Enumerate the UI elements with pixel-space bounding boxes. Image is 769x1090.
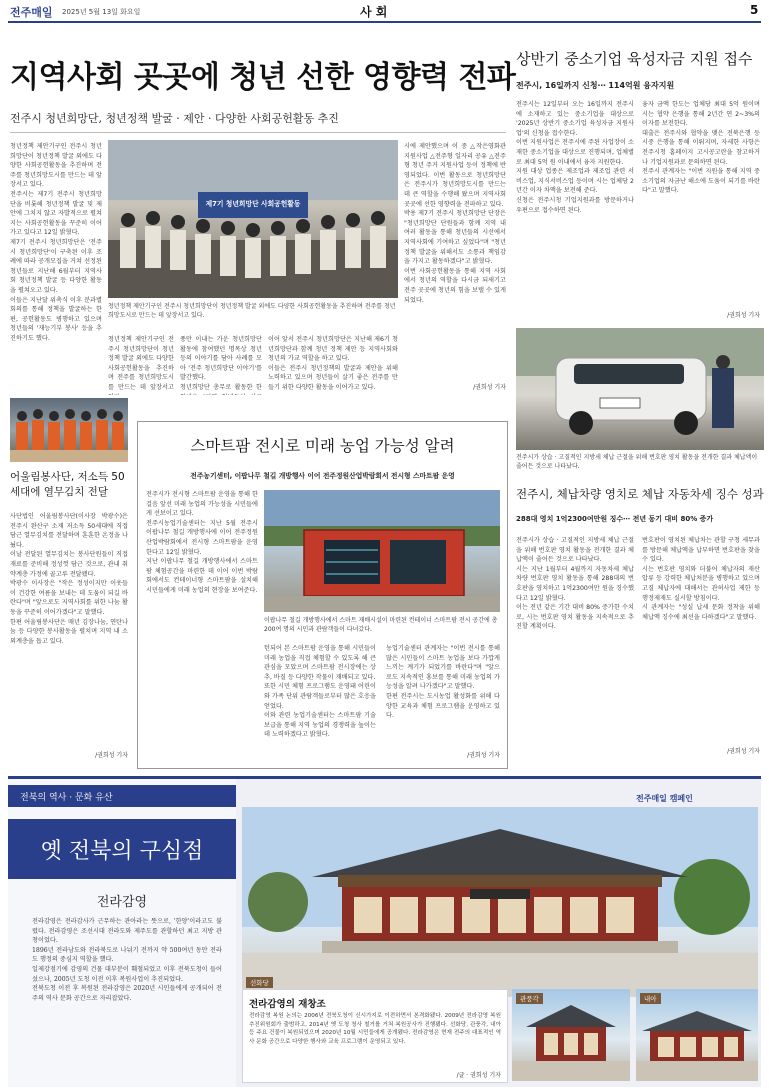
rebuild-body: 전라감영 복원 논의는 2006년 전북도청이 신시가지로 이전하면서 본격화됐다. 2009년 전라감영 복원추진위원회가 출범하고, 2014년 옛 도청 청사 철거를 거쳐 복원공사가 진행됐다. 선화당, 관풍각, 내아 등 주요 건물이 복원되었으며 2020년 10월 시민들에게 공개됐다. 전라감영은 현재 전주의 대표적인 역사 문화 공간으로 다양한 행사와 교육 프로그램이 운영되고 있다. [249, 1013, 501, 1045]
lead-byline: /권희성 기자 [473, 384, 506, 391]
smartfarm-col-2: 턴되어 본 스마트팜 운영을 통해 시민들이 미래 농업을 직접 체험할 수 있도록 해 큰 관심을 모았으며 스마트팜 전시장에는 상추, 바질 등 다양한 작물이 재배되고 있다. 또한 시민 체험 프로그램도 운영돼 어린이와 가족 단위 관람객들로부터 많은 호응을 얻었다. 이와 관련 농업기술센터는 스마트팜 기술 보급을 통해 지역 농업의 경쟁력을 높이는 데 노력하겠다고 밝혔다. [264, 645, 376, 739]
tax-col-2: 번호판이 영치된 체납차는 관할 구청 세무과를 방문해 체납액을 납부하면 번호판을 찾을 수 있다. 시는 번호판 영치와 더불어 체납자의 재산 압류 등 강력한 체납처분을 병행하고 있으며 고질 체납자에 대해서는 관허사업 제한 등 행정제재도 실시할 방침이다. 시 관계자는 "성실 납세 문화 정착을 위해 체납액 징수에 최선을 다하겠다"고 말했다. [642, 537, 760, 621]
campaign-title-band [8, 819, 236, 879]
smartfarm-photo [264, 490, 500, 612]
tax-headline: 전주시, 체납차량 영치로 체납 자동차세 징수 성과 [516, 487, 764, 501]
sme-headline: 상반기 중소기업 육성자금 지원 접수 [516, 50, 753, 68]
tax-col-1: 전주시가 상습 · 고질적인 지방세 체납 근절을 위해 번호판 영치 활동을 전개한 결과 체납액이 줄어든 것으로 나타났다. 시는 지난 1월부터 4월까지 자동차세 체납 차량 번호판 영치 활동을 통해 288대의 번호판을 영치하고 1억2300여만 원을 징수했다고 12일 밝혔다. 이는 전년 같은 기간 대비 80% 증가한 수치로, 시는 번호판 영치 활동을 지속적으로 추진할 계획이다. [516, 537, 634, 631]
lead-col-5: 이어 앞서 전주시 청년희망단은 지난해 제6기 청년희망단과 함께 청년 정책 제안 등 지역사회와 청년의 가교 역할을 하고 있다. 이들은 전주시 청년정책의 발굴과 제안을 위해 노력하고 있으며 청년들이 살기 좋은 전주를 만들기 위한 다양한 활동을 이어가고 있다. [268, 336, 398, 391]
car-photo [516, 328, 764, 450]
volunteer-byline: /권희성 기자 [95, 752, 128, 759]
campaign-badge: 전주매일 캠페인 [636, 794, 693, 803]
issue-date: 2025년 5월 13일 화요일 [62, 8, 141, 16]
campaign-subtitle: 전라감영 [96, 895, 148, 910]
page-number: 5 [750, 3, 759, 17]
car-photo-caption: 전주시가 상습 · 고질적인 지방세 체납 근절을 위해 번호판 영치 활동을 전개한 결과 체납액이 줄어든 것으로 나타났다. [516, 454, 758, 470]
lead-photo-caption: 청년정책 제안기구인 전주시 청년희망단이 청년정책 발굴 외에도 다양한 사회공헌활동을 추진하며 전주를 청년희망도시로 만드는 데 앞장서고 있다. [108, 303, 396, 319]
campaign-section [8, 776, 761, 1087]
hanok-illustration [242, 807, 758, 997]
sme-byline: /권희성 기자 [727, 312, 760, 319]
container-farm-illustration [264, 490, 500, 612]
lead-photo [108, 140, 398, 298]
lead-col-1: 청년정책 제안기구인 전주시 청년희망단이 청년정책 발굴 외에도 다양한 사회공헌활동을 추진하며 전주를 청년희망도시를 만드는 데 앞장서고 있다. 전주시는 제7기 전주시 청년희망단을 비롯해 청년정책 발굴 및 제안에 그치지 않고 자발적으로 펼쳐지는 사회공헌활동을 꾸준히 이어가고 있다고 12일 밝혔다. 제7기 전주시 청년희망단은 '전주시 청년희망단'이 구축된 이후 조례에 따라 공개모집을 거쳐 선정된 청년들로 지난해 6월부터 지역사회 청년정책 발굴 등 다양한 활동을 펼쳐오고 있다. 이들은 지난달 위촉식 이후 분과별 회의를 통해 정책을 발굴하는 한편, 공헌활동도 병행하고 있으며 청년들의 '재능기부 봉사' 등을 추진하기도 했다. [10, 143, 102, 342]
car-illustration [516, 328, 764, 450]
campaign-title: 옛 전북의 구심점 [40, 839, 204, 864]
campaign-main-photo [242, 807, 758, 997]
smartfarm-box [137, 421, 508, 769]
thumb-gwanpunggak-label: 관풍각 [516, 993, 543, 1004]
tax-subhead: 288대 영치 1억2300여만원 징수⋯ 전년 동기 대비 80% 증가 [516, 515, 714, 523]
header-rule [8, 21, 761, 23]
lead-subhead: 전주시 청년희망단, 청년정책 발굴 · 제안 · 다양한 사회공헌활동 추진 [10, 112, 339, 125]
masthead-logo: 전주매일 [10, 6, 53, 19]
lead-col-3: 시에 제안했으며 이 중 △작은영화관 지원사업 △전주형 일자리 공유 △전주형 청년 주거 지원사업 등이 정책에 반영되었다. 이번 활동으로 청년희망단은 전주시가 청년희망도시를 만드는 데 큰 역할을 수행해 왔으며 지역사회 곳곳에 선한 영향력을 전파하고 있다. 박용 제7기 전주시 청년희망단 단장은 "청년희망단 단원들과 함께 지역 내 여러 활동을 통해 청년들의 시선에서 지역사회에 기여하고 싶었다"며 "청년정책 발굴을 위해서도 소통과 책임감을 가지고 활동하겠다"고 밝혔다. 이번 사회공헌활동을 통해 지역 사회에서 청년의 역할을 다시금 되새기고 전주 곳곳에 청년의 힘을 보탤 수 있게 되었다. [404, 143, 506, 304]
lead-col-2: 청년정책 제안기구인 전주시 청년희망단이 청년정책 발굴 외에도 다양한 사회공헌활동을 추진하며 전주를 청년희망도시를 만드는 데 앞장서고 [108, 336, 174, 391]
campaign-tag [8, 785, 236, 807]
sme-subhead: 전주시, 16일까지 신청⋯ 114억원 융자지원 [516, 81, 675, 90]
lead-col-4: 풍만 이내는 가운 청년희망단 활동에 참여했던 명목상 청년 등의 이야기를 담아 사례를 모아 '전주 청년희망단 이야기'를 발간했다. 청년희망단 총무로 활동한 한 [180, 336, 262, 391]
smartfarm-photo-caption: 이팝나무 철길 개방행사에서 스마트 재배시설이 마련된 컨테이너 스마트팜 전시 공간에 총 200여 명의 시민과 관람객들이 다녀갔다. [264, 617, 498, 633]
lead-photo-banner: 제7기 청년희망단 사회공헌활동 [205, 200, 301, 208]
thumb-naea [636, 989, 758, 1081]
group-photo-illustration [108, 140, 398, 298]
smartfarm-col-1: 전주시가 전시형 스마트팜 운영을 통해 한 걸음 앞선 미래 농업의 가능성을 시민들에게 선보이고 있다. 전주시농업기술센터는 지난 5월 전주시 이팝나무 철길 개방행사에 이어 전주정원산업박람회에서 전시형 스마트팜을 운영한다고 12일 밝혔다. 지난 이팝나무 철길 개방행사에서 스마트팜 체험공간을 마련한 데 이어 이번 박람회에서도 컨테이너형 스마트팜을 설치해 시민들에게 미래 농업의 현장을 보여준다. [146, 491, 258, 594]
sme-col-1: 전주시는 12일부터 오는 16일까지 전주시에 소재하고 있는 중소기업을 대상으로 '2025년 상반기 중소기업 육성자금 지원사업'의 신청을 접수한다. 이번 지원사업은 전주시에 주된 사업장이 소재한 중소기업을 대상으로 진행되며, 업체별로 최대 5억 원 이내에서 융자 지원한다. 지원 대상 업종은 제조업과 제조업 관련 서비스업, 지식서비스업 등이며 시는 업체당 2년간 이자 차액을 보전해 준다. 신청은 전주시청 기업지원과를 방문하거나 우편으로 접수하면 된다. [516, 101, 634, 214]
volunteer-headline: 어울림봉사단, 저소득 50세대에 열무김치 전달 [10, 471, 125, 498]
smartfarm-col-3: 농업기술센터 관계자는 "이번 전시를 통해 많은 시민들이 스마트 농업을 보다 가깝게 느끼는 계기가 되었기를 바란다"며 "앞으로도 지속적인 홍보를 통해 미래 농업의 가능성을 알려 나가겠다"고 말했다. 한편 전주시는 도시농업 활성화를 위해 다양한 교육과 체험 프로그램을 운영하고 있다. [386, 645, 500, 720]
volunteer-illustration [10, 398, 128, 462]
lead-rule [10, 132, 506, 133]
lead-headline: 지역사회 곳곳에 청년 선한 영향력 전파 [10, 60, 516, 95]
sme-col-2: 융자 금액 한도는 업체당 최대 5억 원이며 시는 협약 은행을 통해 2년간 연 2~3%의 이자를 보전한다. 대출은 전주시와 협약을 맺은 전북은행 등 시중 은행을 통해 이뤄지며, 자세한 사항은 전주시청 홈페이지 고시공고란을 참고하거나 기업지원과로 문의하면 된다. 전주시 관계자는 "이번 지원을 통해 지역 중소기업의 자금난 해소에 도움이 되기를 바란다"고 말했다. [642, 101, 760, 195]
thumb-seonhwadang-label: 선화당 [246, 977, 273, 988]
tax-byline: /권희성 기자 [727, 748, 760, 755]
volunteer-photo [10, 398, 128, 462]
smartfarm-headline: 스마트팜 전시로 미래 농업 가능성 알려 [190, 437, 455, 455]
volunteer-body: 사단법인 어울림봉사단(이사장 박광수)은 전주시 완산구 소재 저소득 50세대에 직접 담근 열무김치를 전달하며 훈훈한 온정을 나눴다. 이날 전달된 열무김치는 봉사단원들이 직접 재료를 준비해 정성껏 담근 것으로, 관내 취약계층 가정에 골고루 전달됐다. 박광수 이사장은 "작은 정성이지만 이웃들이 건강한 여름을 보내는 데 도움이 되길 바란다"며 "앞으로도 지역사회를 위한 나눔 활동을 꾸준히 이어가겠다"고 말했다. 한편 어울림봉사단은 매년 김장나눔, 연탄나눔 등 다양한 봉사활동을 펼치며 지역 내 소외계층을 돕고 있다. [10, 513, 128, 645]
smartfarm-subhead: 전주농기센터, 이팝나무 철길 개방행사 이어 전주정원산업박람회서 전시형 스마트팜 운영 [190, 472, 455, 480]
rebuild-byline: /글 · 권희성 기자 [456, 1072, 501, 1079]
section-name: 사 회 [360, 5, 388, 19]
campaign-body: 전라감영은 전라감사가 근무하는 관아라는 뜻으로, '한양'이라고도 불렸다. 전라감영은 조선시대 전라도와 제주도를 관할하던 최고 지방 관청이었다. 1896년 전라남도와 전라북도로 나뉘기 전까지 약 500여년 동안 전라도 행정의 중심지 역할을 했다. 일제강점기에 감영의 건물 대부분이 훼철되었고 이후 전북도청이 들어섰으나, 2005년 도청 이전 이후 복원사업이 추진되었다. 전북도청 이전 후 복원된 전라감영은 2020년 시민들에게 공개되어 전주의 역사 문화 공간으로 자리잡았다. [32, 918, 222, 1002]
campaign-tag-text: 전북의 역사 · 문화 유산 [20, 793, 113, 803]
smartfarm-byline: /권희성 기자 [467, 752, 500, 759]
thumb-gwanpunggak [512, 989, 630, 1081]
thumb-naea-label: 내아 [640, 993, 661, 1004]
rebuild-box [242, 989, 508, 1083]
rebuild-title: 전라감영의 재창조 [249, 999, 326, 1010]
